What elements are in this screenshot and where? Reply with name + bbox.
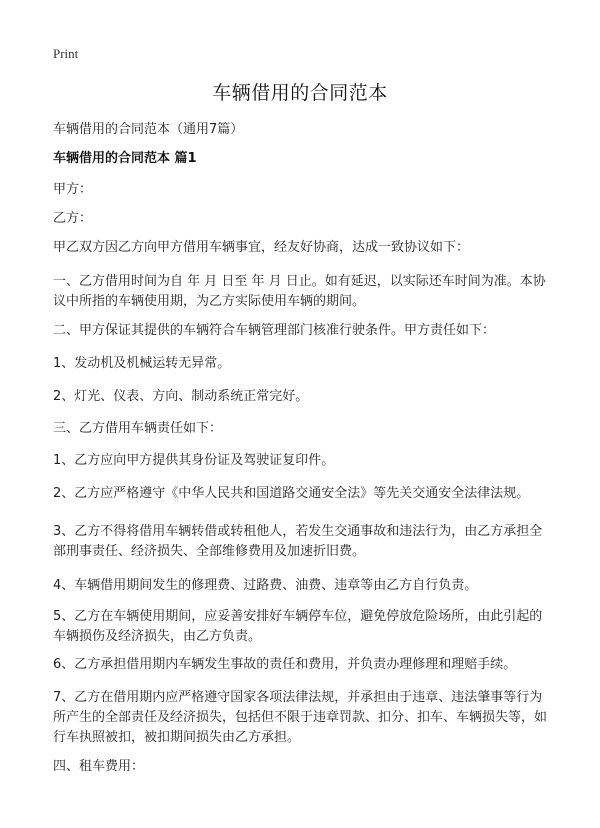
- paragraph-intro: 甲乙双方因乙方向甲方借用车辆事宜，经友好协商，达成一致协议如下：: [53, 240, 470, 255]
- paragraph-clause-3-item-4: 4、车辆借用期间发生的修理费、过路费、油费、违章等由乙方自行负责。: [53, 578, 478, 593]
- party-b-line: 乙方：: [53, 211, 93, 226]
- paragraph-clause-3-item-5: 5、乙方在车辆使用期间，应妥善安排好车辆停车位，避免停放危险场所，由此引起的车辆损伤及经济损失，由乙方负责。: [53, 609, 543, 644]
- paragraph-clause-3-item-7: 7、乙方在借用期内应严格遵守国家各项法律法规，并承担由于违章、违法肇事等行为所产生的全部责任及经济损失，包括但不限于违章罚款、扣分、扣车、车辆损失等，如行车执照被扣，被扣期间损失由乙方承担。: [53, 690, 548, 745]
- paragraph-clause-1: 一、乙方借用时间为自 年 月 日至 年 月 日止。如有延迟，以实际还车时间为准。本协议中所指的车辆使用期，为乙方实际使用车辆的期间。: [53, 274, 546, 309]
- paragraph-clause-3-item-3: 3、乙方不得将借用车辆转借或转租他人，若发生交通事故和违法行为，由乙方承担全部刑事责任、经济损失、全部维修费用及加速折旧费。: [53, 524, 543, 559]
- paragraph-clause-3-item-6: 6、乙方承担借用期内车辆发生事故的责任和费用，并负责办理修理和理赔手续。: [53, 657, 517, 672]
- paragraph-clause-3-item-1: 1、乙方应向甲方提供其身份证及驾驶证复印件。: [53, 453, 335, 468]
- paragraph-clause-2-item-2: 2、灯光、仪表、方向、制动系统正常完好。: [53, 389, 309, 404]
- paragraph-clause-2: 二、甲方保证其提供的车辆符合车辆管理部门核准行驶条件。甲方责任如下：: [53, 323, 496, 338]
- party-a-line: 甲方：: [53, 182, 93, 197]
- paragraph-clause-4: 四、租车费用：: [53, 759, 145, 774]
- document-subtitle: 车辆借用的合同范本（通用7篇）: [53, 122, 244, 137]
- section-heading: 车辆借用的合同范本 篇1: [53, 151, 197, 166]
- paragraph-clause-2-item-1: 1、发动机及机械运转无异常。: [53, 356, 231, 371]
- paragraph-clause-3: 三、乙方借用车辆责任如下：: [53, 421, 223, 436]
- paragraph-clause-3-item-2: 2、乙方应严格遵守《中华人民共和国道路交通安全法》等先关交通安全法律法规。: [53, 486, 530, 501]
- document-title: 车辆借用的合同范本: [212, 82, 388, 104]
- print-link[interactable]: Print: [53, 46, 79, 61]
